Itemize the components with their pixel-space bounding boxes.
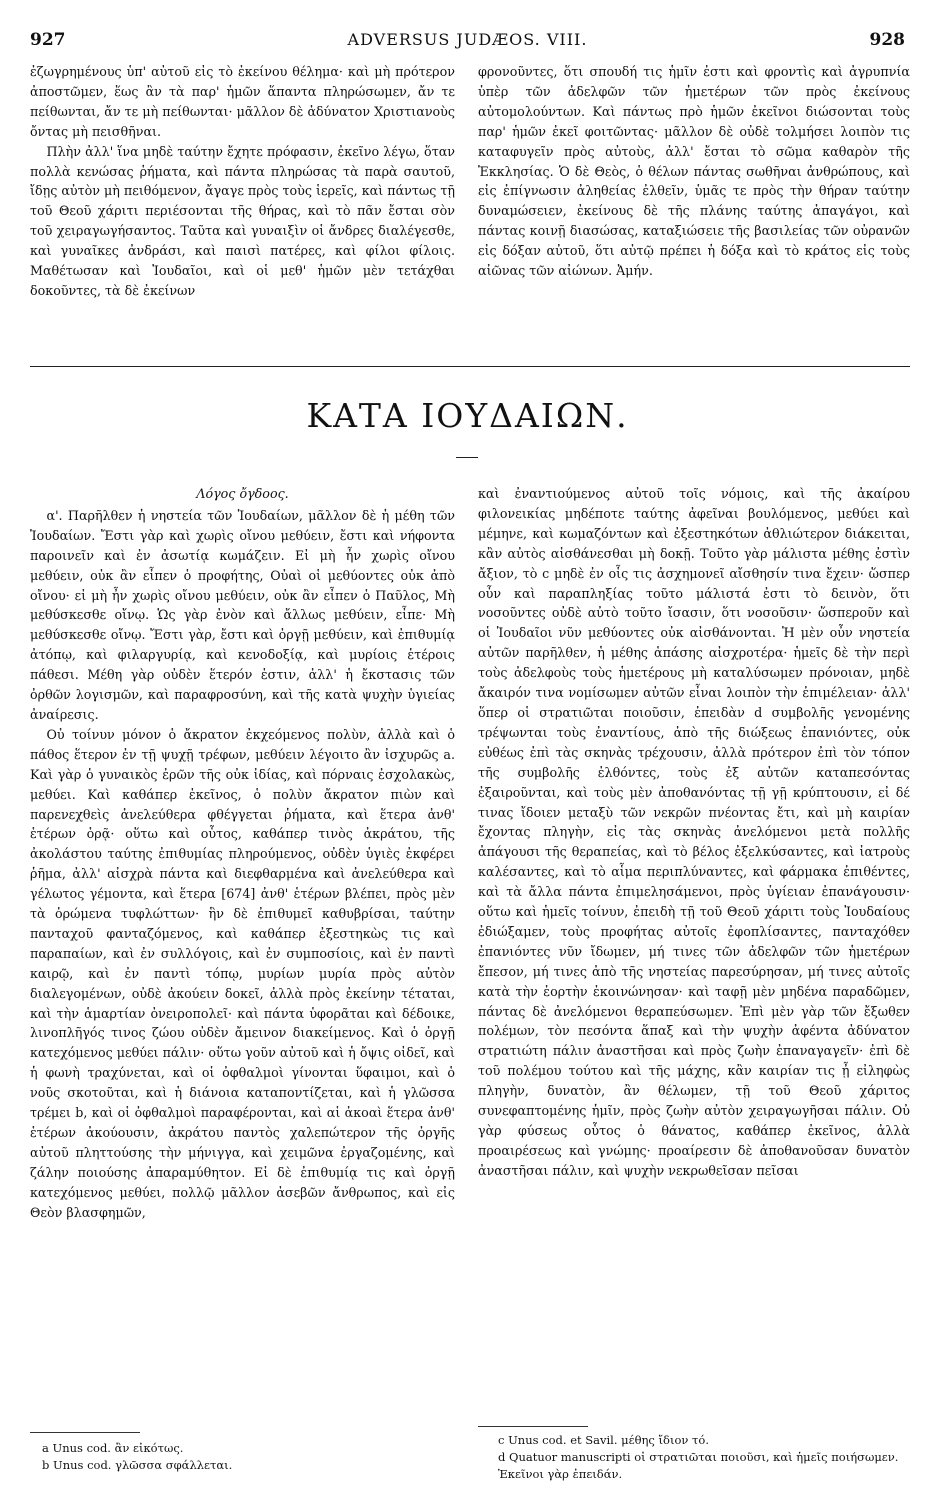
top-left-column xyxy=(30,62,455,301)
bottom-right-column xyxy=(478,484,910,1181)
paragraph: Οὐ τοίνυν μόνον ὁ ἄκρατον ἐκχεόμενος πολὺν, ἀλλὰ καὶ ὁ πάθος ἕτερον ἐν τῇ ψυχῇ τρέφων, μεθύειν λέγοιτο ἂν ἰσχυρῶς a. Καὶ γὰρ ὁ γυναικὸς ἐρῶν τῆς οὐκ ἰδίας, καὶ πόρναις ἐσχολακὼς, μεθύει. Καὶ καθάπερ ἐκεῖνος, ὁ πολὺν ἄκρατον πιὼν καὶ παρενεχθεὶς ἀνελεύθερα φθέγγεται ῥήματα, καὶ ἕτερα ἀνθ' ἑτέρων ὁρᾷ· οὕτω καὶ οὗτος, καθάπερ τινὸς ἀκράτου, τῆς ἀκολάστου ταύτης ἐπιθυμίας πληρούμενος, οὐδὲν ὑγιὲς ἐκφέρει ῥῆμα, ἀλλ' αἰσχρὰ πάντα καὶ διεφθαρμένα καὶ ἀνελεύθερα καὶ γέλωτος γέμοντα, καὶ ἕτερα [674] ἀνθ' ἑτέρων βλέπει, πρὸς μὲν τὰ ὁρώμενα τυφλώττων· ἣν δὲ ἐπιθυμεῖ καθυβρίσαι, ταύτην πανταχοῦ φανταζόμενος, καὶ καθάπερ ἐξεστηκὼς τις καὶ παραπαίων, καὶ ἐν συλλόγοις, καὶ ἐν συμποσίοις, καὶ ἐν παντὶ καιρῷ, καὶ ἐν παντὶ τόπῳ, μυρίων μυρία πρὸς αὐτὸν διαλεγομένων, οὐδὲ ἀκούειν δοκεῖ, ἀλλὰ πρὸς ἐκείνην τέταται, καὶ τὴν ἁμαρτίαν ὀνειροπολεῖ· καὶ πάντα ὑφορᾶται καὶ δέδοικε, λινοπλῆγός τινος ζώου οὐδὲν ἄμεινον διακείμενος. Καὶ ὁ ὀργῇ κατεχόμενος μεθύει πάλιν· οὕτω γοῦν αὐτοῦ καὶ ἡ ὄψις οἰδεῖ, καὶ ἡ φωνὴ τραχύνεται, καὶ οἱ ὀφθαλμοὶ γίνονται ὕφαιμοι, καὶ ὁ νοῦς σκοτοῦται, καὶ ἡ διάνοια καταποντίζεται, καὶ ἡ γλῶσσα τρέμει b, καὶ οἱ ὀφθαλμοὶ παραφέρονται, καὶ αἱ ἀκοαὶ ἕτερα ἀνθ' ἑτέρων ἀκούουσιν, ἀκράτου παντὸς χαλεπώτερον τῆς ὀργῆς αὐτοῦ πληττούσης τὴν μήνιγγα, καὶ χειμῶνα ἐργαζομένης, καὶ ζάλην ποιούσης ἀπαραμύθητον. Εἰ δὲ ἐπιθυμίᾳ τις καὶ ὀργῇ κατεχόμενος μεθύει, πολλῷ μᾶλλον ἀσεβῶν ἄνθρωπος, καὶ εἰς Θεὸν βλασφημῶν, xyxy=(30,726,455,1220)
bottom-left-column xyxy=(30,484,455,1223)
homily-subtitle: Λόγος ὄγδοος. xyxy=(196,486,289,501)
paragraph: Πλὴν ἀλλ' ἵνα μηδὲ ταύτην ἔχητε πρόφασιν, ἐκεῖνο λέγω, ὅταν πολλὰ κενώσας ῥήματα, καὶ πάντα πληρώσας τὰ παρὰ σαυτοῦ, ἴδῃς αὐτὸν μὴ πειθόμενον, ἄγαγε πρὸς τοὺς ἱερεῖς, καὶ πάντως τῇ τοῦ Θεοῦ χάριτι περιέσονται τῆς θήρας, καὶ τὸ πᾶν ἔσται σὸν τοῦ χειραγωγήσαντος. Ταῦτα καὶ γυναιξὶν οἱ ἄνδρες διαλέγεσθε, καὶ γυναῖκες ἀνδράσι, καὶ παισὶ πατέρες, καὶ φίλοι φίλοις. Μαθέτωσαν καὶ Ἰουδαῖοι, καὶ οἱ μεθ' ἡμῶν μὲν τετάχθαι δοκοῦντες, τὰ δὲ ἐκείνων xyxy=(30,143,455,298)
footnote-rule-left xyxy=(30,1432,140,1433)
footnote-rule-right xyxy=(478,1426,588,1427)
paragraph: ἐζωγρημένους ὑπ' αὐτοῦ εἰς τὸ ἐκείνου θέλημα· καὶ μὴ πρότερον ἀποστῶμεν, ἕως ἂν τὰ παρ' ἡμῶν ἅπαντα πληρώσωμεν, ἄν τε πείθωνται, ἄν τε μὴ πείθωνται· μᾶλλον δὲ ἀδύνατον Χριστιανοὺς ὄντας μὴ πεισθῆναι. xyxy=(30,64,455,139)
paragraph: φρονοῦντες, ὅτι σπουδή τις ἡμῖν ἐστι καὶ φροντὶς καὶ ἀγρυπνία ὑπὲρ τῶν ἀδελφῶν τῶν ἡμετέρων τῶν πρὸς ἐκείνους αὐτομολούντων. Καὶ πάντως πρὸ ἡμῶν ἐκεῖνοι διώσονται τοὺς παρ' ἡμῶν ἐκεῖ φοιτῶντας· μᾶλλον δὲ οὐδὲ τολμήσει λοιπὸν τις καταφυγεῖν πρὸς αὐτοὺς, ἀλλ' ἔσται τὸ σῶμα καθαρὸν τῆς Ἐκκλησίας. Ὁ δὲ Θεὸς, ὁ θέλων πάντας σωθῆναι ἀνθρώπους, καὶ εἰς ἐπίγνωσιν ἀληθείας ἐλθεῖν, ὑμᾶς τε πρὸς τὴν θήραν ταύτην δυναμώσειεν, ἐκείνους δὲ τῆς πλάνης ταύτης ἀπαγάγοι, καὶ πάντας κοινῇ διασώσας, καταξιώσειε τῆς βασιλείας τῶν οὐρανῶν εἰς δόξαν αὐτοῦ, ὅτι αὐτῷ πρέπει ἡ δόξα καὶ τὸ κράτος εἰς τοὺς αἰῶνας τῶν αἰώνων. Ἀμήν. xyxy=(478,64,910,279)
top-right-column xyxy=(478,62,910,281)
footnotes-right xyxy=(498,1432,910,1483)
footnote-c: c Unus cod. et Savil. μέθης ἴδιον τό. xyxy=(498,1433,709,1447)
footnotes-left xyxy=(42,1440,442,1474)
page-number-right: 928 xyxy=(869,30,905,50)
section-divider xyxy=(30,366,910,367)
running-title: ADVERSUS JUDÆOS. VIII. xyxy=(347,30,588,49)
page-number-left: 927 xyxy=(30,30,66,50)
footnote-a: a Unus cod. ἂν εἰκότως. xyxy=(42,1441,184,1455)
footnote-d: d Quatuor manuscripti οἱ στρατιῶται ποιοῦσι, καὶ ἡμεῖς ποιήσωμεν. Ἐκεῖνοι γὰρ ἐπειδάν. xyxy=(498,1450,899,1481)
section-title: ΚΑΤΑ ΙΟΥΔΑΙΩΝ. xyxy=(306,396,629,435)
footnote-b: b Unus cod. γλῶσσα σφάλλεται. xyxy=(42,1458,233,1472)
title-dash xyxy=(456,457,478,458)
paragraph: καὶ ἐναντιούμενος αὐτοῦ τοῖς νόμοις, καὶ τῆς ἀκαίρου φιλονεικίας μηδέποτε ταύτης ἀφεῖναι βουλόμενος, μεθύει καὶ μέμηνε, καὶ κωμαζόντων καὶ ἐξεστηκότων ἀθλιώτερον διάκειται, κἂν αὐτὸς αἰσθάνεσθαι μὴ δοκῇ. Τοῦτο γὰρ μάλιστα μέθης ἐστὶν ἄξιον, τὸ c μηδὲ ἐν οἷς τις ἀσχημονεῖ αἴσθησίν τινα ἔχειν· ὥσπερ οὖν καὶ παραπληξίας τοῦτο μάλιστά ἐστι τὸ δεινὸν, ὅτι νοσοῦντες οὐδὲ αὐτὸ τοῦτο ἴσασιν, ὅτι νοσοῦσιν· ὥσπεροῦν καὶ οἱ Ἰουδαῖοι νῦν μεθύοντες οὐκ αἰσθάνονται. Ἡ μὲν οὖν νηστεία αὐτῶν παρῆλθεν, ἡ μέθης ἁπάσης αἰσχροτέρα· ἡμεῖς δὲ τὴν περὶ τοὺς ἀδελφοὺς τοὺς ἡμετέρους μὴ καταλύσωμεν πρόνοιαν, μηδὲ ἄκαιρόν τινα νομίσωμεν αὐτῶν εἶναι λοιπὸν τὴν ἐπιμέλειαν· ἀλλ' ὅπερ οἱ στρατιῶται ποιοῦσιν, ἐπειδὰν d συμβολῆς γενομένης τρέψωνται τοὺς ἐναντίους, ἀπὸ τῆς διώξεως ἐπανιόντες, οὐκ εὐθέως ἐπὶ τὰς σκηνὰς τρέχουσιν, ἀλλὰ πρότερον ἐπὶ τὸν τόπον τῆς συμβολῆς ἐλθόντες, τοὺς ἐξ αὐτῶν καταπεσόντας ἐξαιροῦνται, καὶ τοὺς μὲν ἀποθανόντας τῇ γῇ κρύπτουσιν, εἰ δέ τινας ἴδοιεν μεταξὺ τῶν νεκρῶν πνέοντας ἔτι, καὶ μὴ καιρίαν ἔχοντας πληγὴν, εἰς τὰς σκηνὰς ἀνελόμενοι μετὰ πολλῆς ἀπάγουσι τῆς θεραπείας, καὶ τὸ βέλος ἐξελκύσαντες, καὶ ἰατροὺς καλέσαντες, καὶ τὸ αἷμα περιπλύναντες, καὶ φάρμακα ἐπιθέντες, καὶ τὰ ἄλλα πάντα ἐπιμελησάμενοι, πρὸς ὑγίειαν ἐπανάγουσιν· οὕτω καὶ ἡμεῖς τοίνυν, ἐπειδὴ τῇ τοῦ Θεοῦ χάριτι τοὺς Ἰουδαίους ἐδιώξαμεν, τοὺς προφήτας αὐτοῖς ἐφοπλίσαντες, πανταχόθεν ἐπανιόντες νῦν ἴδωμεν, μή τινες τῶν ἀδελφῶν τῶν ἡμετέρων ἔπεσον, μή τινες ἀπὸ τῆς νηστείας παρεσύρησαν, μή τινες αὐτοῖς κατὰ τὴν ἑορτὴν ἐκοινώνησαν· καὶ ταφῇ μὲν μηδένα παραδῶμεν, πάντας δὲ ἀνελόμενοι θεραπεύσωμεν. Ἐπὶ μὲν γὰρ τῶν ἔξωθεν πολέμων, τὸν πεσόντα ἅπαξ καὶ τὴν ψυχὴν ἀφέντα ἀδύνατον στρατιώτη πάλιν ἀναστῆσαι καὶ πρὸς ζωὴν ἐπαναγαγεῖν· ἐπὶ δὲ τοῦ πολέμου τούτου καὶ τῆς μάχης, κἂν καιρίαν τις ᾖ εἰληφὼς πληγὴν, δυνατὸν, ἂν θέλωμεν, τῇ τοῦ Θεοῦ χάριτος συνεφαπτομένης ἡμῖν, πρὸς ζωὴν αὐτὸν χειραγωγῆσαι πάλιν. Οὐ γὰρ φύσεως οὗτος ὁ θάνατος, καθάπερ ἐκεῖνος, ἀλλὰ προαιρέσεως καὶ γνώμης· προαίρεσιν δὲ ἀποθανοῦσαν δυνατὸν ἀναστῆσαι πάλιν, καὶ ψυχὴν νεκρωθεῖσαν πεῖσαι xyxy=(478,486,910,1178)
paragraph: α'. Παρῆλθεν ἡ νηστεία τῶν Ἰουδαίων, μᾶλλον δὲ ἡ μέθη τῶν Ἰουδαίων. Ἔστι γὰρ καὶ χωρὶς οἴνου μεθύειν, ἔστι καὶ νήφοντα παροινεῖν καὶ ἐν ἀσωτίᾳ κωμάζειν. Εἰ μὴ ἦν χωρὶς οἴνου μεθύειν, οὐκ ἂν εἶπεν ὁ προφήτης, Οὐαὶ οἱ μεθύοντες οὐκ ἀπὸ οἴνου· εἰ μὴ ἦν χωρὶς οἴνου μεθύειν, οὐκ ἂν εἶπεν ὁ Παῦλος, Μὴ μεθύσκεσθε οἴνῳ. Ὡς γὰρ ἐνὸν καὶ ἄλλως μεθύειν, εἶπε· Μὴ μεθύσκεσθε οἴνῳ. Ἔστι γὰρ, ἔστι καὶ ὀργῇ μεθύειν, καὶ ἐπιθυμίᾳ ἀτόπῳ, καὶ φιλαργυρίᾳ, καὶ κενοδοξίᾳ, καὶ μυρίοις ἑτέροις πάθεσι. Μέθη γὰρ οὐδὲν ἕτερόν ἐστιν, ἀλλ' ἡ ἔκστασις τῶν ὀρθῶν λογισμῶν, καὶ παραφροσύνη, καὶ τῆς κατὰ ψυχὴν ὑγιείας ἀναίρεσις. xyxy=(30,507,455,722)
running-header xyxy=(30,30,905,58)
